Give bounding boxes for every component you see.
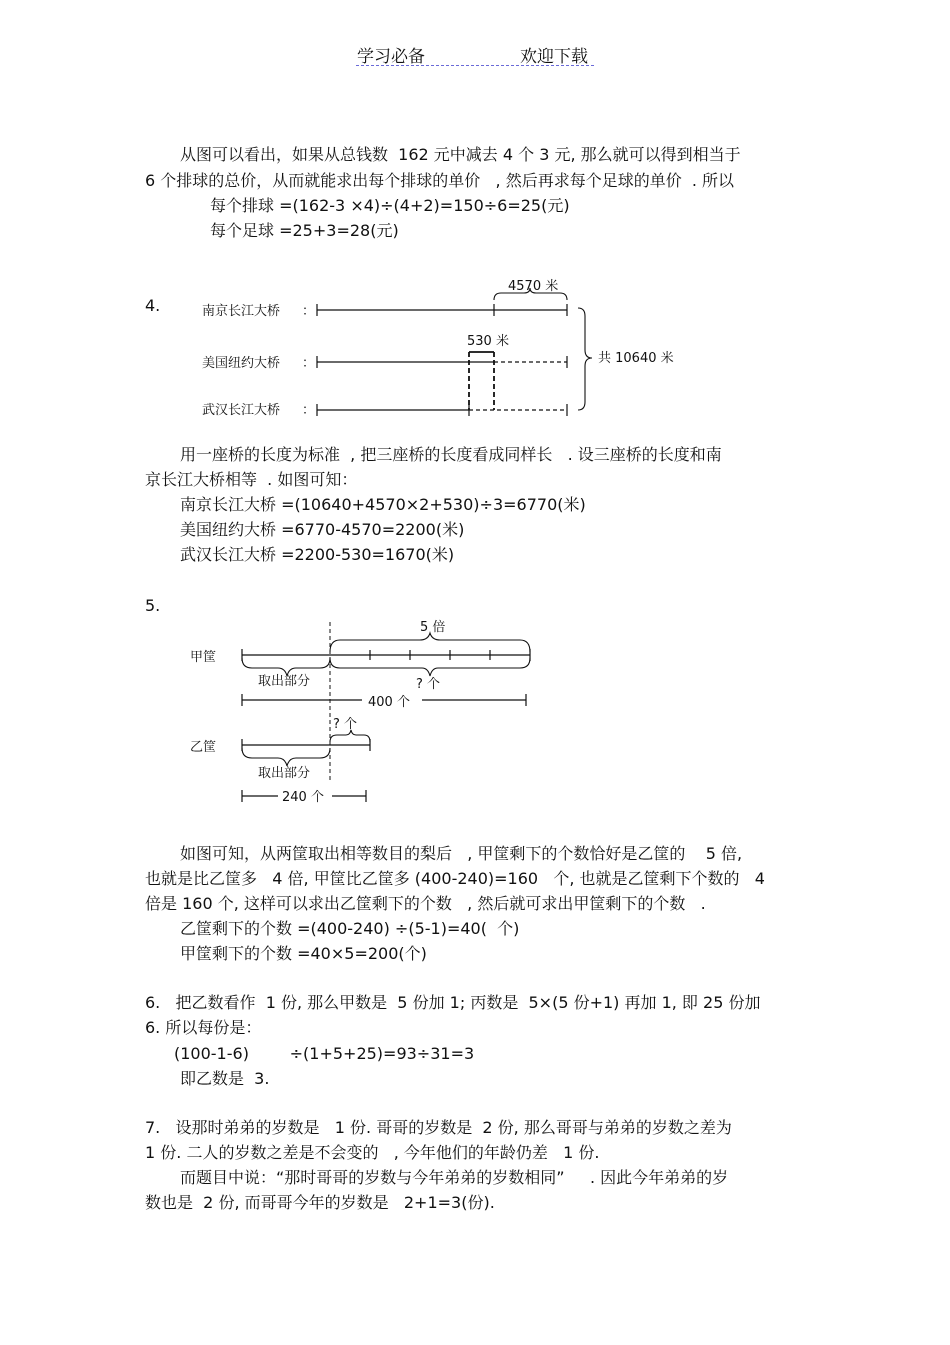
s7-line-3: 而题目中说：“那时哥哥的岁数与今年弟弟的岁数相同” . 因此今年弟弟的岁 [180,1168,729,1187]
s4-formula-nanjing: 南京长江大桥 =(10640+4570×2+530)÷3=6770(米) [180,495,586,514]
s5-formula-yi: 乙筐剩下的个数 =(400-240) ÷(5-1)=40( 个) [180,919,520,938]
bridge-label-nanjing: 南京长江大桥 [202,304,281,319]
brace-unknown-jia [330,658,530,676]
header-left: 学习必备 [357,47,425,67]
label-total-400: 400 个 [368,695,410,710]
label-total-240: 240 个 [282,790,324,805]
brace-5-times [330,633,530,652]
s4-number: 4. [145,296,161,315]
yi-bar [242,739,370,751]
s5-formula-jia: 甲筐剩下的个数 =40×5=200(个) [180,944,427,963]
s6-formula: (100-1-6) ÷(1+5+25)=93÷31=3 [174,1044,475,1063]
colon-2: ： [302,356,316,371]
label-unknown-jia: ? 个 [416,677,441,692]
label-jia: 甲筐 [190,650,217,665]
s4-line-2: 京长江大桥相等 . 如图可知： [145,470,358,489]
s3-formula-volleyball: 每个排球 =(162-3 ×4)÷(4+2)=150÷6=25(元) [210,196,570,215]
label-yi: 乙筐 [190,740,217,755]
label-5-times: 5 倍 [420,620,446,635]
colon-3: ： [302,403,316,418]
bridge-label-newyork: 美国纽约大桥 [202,356,281,371]
s5-line-3: 倍是 160 个, 这样可以求出乙筐剩下的个数 , 然后就可求出甲筐剩下的个数 . [145,894,706,913]
label-4570: 4570 米 [508,279,559,294]
s5-number: 5. [145,596,161,615]
s7-line-1: 7. 设那时弟弟的岁数是 1 份. 哥哥的岁数是 2 份, 那么哥哥与弟弟的岁数之差为 [145,1118,732,1137]
label-unknown-yi: ? 个 [333,717,358,732]
s6-answer: 即乙数是 3. [180,1069,270,1088]
s3-formula-football: 每个足球 =25+3=28(元) [210,221,399,240]
s3-line-2: 6 个排球的总价，从而就能求出每个排球的单价 , 然后再求每个足球的单价 . 所以 [145,171,735,190]
label-taken-jia: 取出部分 [258,674,311,689]
label-530: 530 米 [467,334,509,349]
s5-line-2: 也就是比乙筐多 4 倍, 甲筐比乙筐多 (400-240)=160 个, 也就是乙筐剩下个数的 4 [145,869,765,888]
s3-line-1: 从图可以看出，如果从总钱数 162 元中减去 4 个 3 元, 那么就可以得到相当于 [180,145,741,164]
s4-formula-wuhan: 武汉长江大桥 =2200-530=1670(米) [180,545,455,564]
label-taken-yi: 取出部分 [258,766,311,781]
s7-line-4: 数也是 2 份, 而哥哥今年的岁数是 2+1=3(份). [145,1193,495,1212]
header-right: 欢迎下载 [520,47,588,67]
bridge-label-wuhan: 武汉长江大桥 [202,403,281,418]
s6-line-1: 6. 把乙数看作 1 份, 那么甲数是 5 份加 1; 丙数是 5×(5 份+1) 再加 1, 即 25 份加 [145,993,761,1012]
label-total: 共 10640 米 [598,351,674,366]
s5-line-1: 如图可知，从两筐取出相等数目的梨后 , 甲筐剩下的个数恰好是乙筐的 5 倍, [180,844,743,863]
colon-1: ： [302,304,316,319]
jia-bar [242,649,530,661]
s7-line-2: 1 份. 二人的岁数之差是不会变的 , 今年他们的年龄仍差 1 份. [145,1143,600,1162]
s6-line-2: 6. 所以每份是： [145,1018,262,1037]
brace-taken-yi [242,748,330,766]
s4-line-1: 用一座桥的长度为标准 , 把三座桥的长度看成同样长 . 设三座桥的长度和南 [180,445,722,464]
s4-formula-newyork: 美国纽约大桥 =6770-4570=2200(米) [180,520,465,539]
